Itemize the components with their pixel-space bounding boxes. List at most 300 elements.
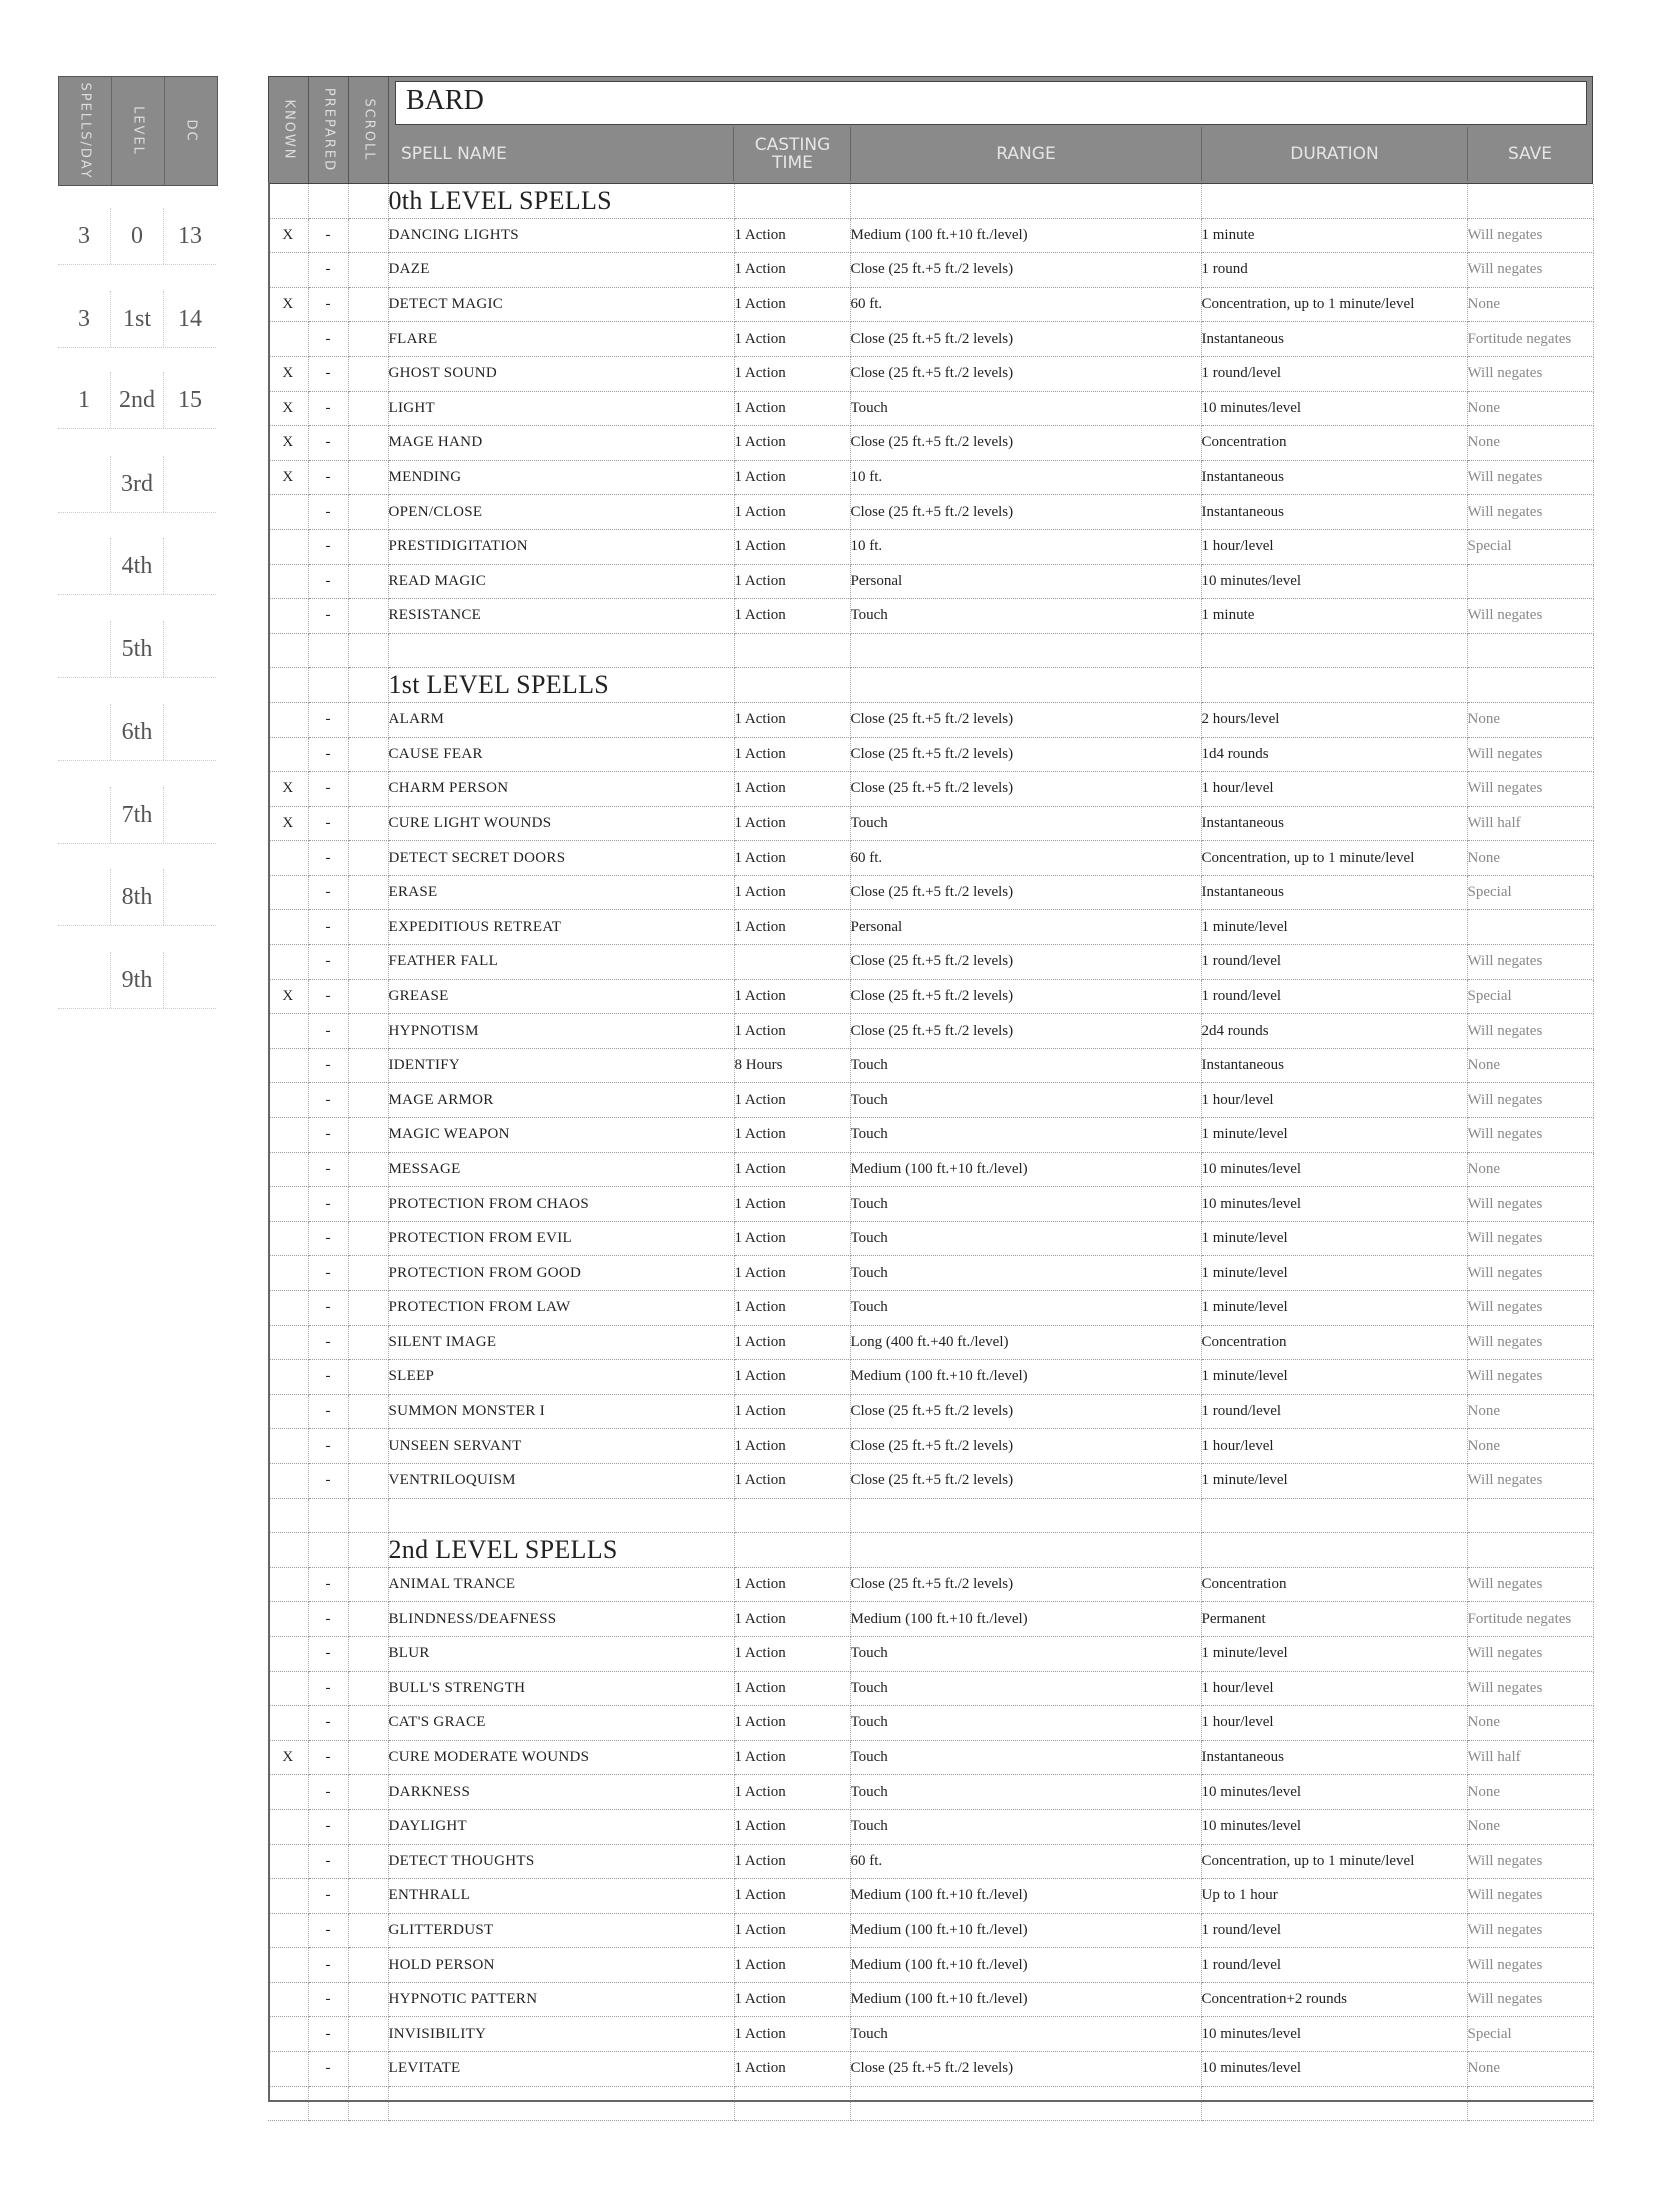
scroll-checkbox[interactable] bbox=[348, 426, 388, 461]
dc-value[interactable] bbox=[164, 869, 216, 925]
known-checkbox[interactable] bbox=[268, 1429, 308, 1464]
scroll-checkbox[interactable] bbox=[348, 1118, 388, 1153]
prepared-checkbox[interactable]: - bbox=[308, 1913, 348, 1948]
scroll-checkbox[interactable] bbox=[348, 564, 388, 599]
scroll-checkbox[interactable] bbox=[348, 2017, 388, 2052]
spell-range: Close (25 ft.+5 ft./2 levels) bbox=[850, 426, 1201, 461]
dc-value[interactable] bbox=[164, 538, 216, 594]
scroll-checkbox[interactable] bbox=[348, 1014, 388, 1049]
casting-time: 1 Action bbox=[734, 737, 850, 772]
spell-range: Touch bbox=[850, 1118, 1201, 1153]
spell-range: Close (25 ft.+5 ft./2 levels) bbox=[850, 945, 1201, 980]
prepared-checkbox[interactable]: - bbox=[308, 1325, 348, 1360]
dc-value[interactable] bbox=[164, 787, 216, 843]
casting-time: 1 Action bbox=[734, 287, 850, 322]
spells-per-day-value[interactable] bbox=[58, 704, 110, 760]
known-checkbox[interactable] bbox=[268, 737, 308, 772]
scroll-checkbox[interactable] bbox=[348, 1429, 388, 1464]
spell-duration: Concentration, up to 1 minute/level bbox=[1201, 1844, 1467, 1879]
casting-time: 1 Action bbox=[734, 1567, 850, 1602]
blank-cell bbox=[1467, 633, 1593, 668]
blank-cell bbox=[268, 633, 308, 668]
spell-save: None bbox=[1467, 426, 1593, 461]
known-checkbox[interactable] bbox=[268, 841, 308, 876]
blank-cell bbox=[388, 633, 734, 668]
scroll-checkbox[interactable] bbox=[348, 772, 388, 807]
prepared-checkbox[interactable]: - bbox=[308, 841, 348, 876]
spell-duration: 1 minute bbox=[1201, 599, 1467, 634]
spells-per-day-value[interactable] bbox=[58, 538, 110, 594]
spell-range: Touch bbox=[850, 391, 1201, 426]
spell-name: ERASE bbox=[388, 875, 734, 910]
casting-time: 1 Action bbox=[734, 910, 850, 945]
spell-range: Touch bbox=[850, 1256, 1201, 1291]
known-checkbox[interactable]: X bbox=[268, 218, 308, 253]
spell-save: Will negates bbox=[1467, 1360, 1593, 1395]
prepared-checkbox[interactable]: - bbox=[308, 1775, 348, 1810]
spell-row bbox=[268, 1913, 1593, 1948]
spells-per-day-value[interactable] bbox=[58, 787, 110, 843]
spell-name: SUMMON MONSTER I bbox=[388, 1394, 734, 1429]
spell-range: Medium (100 ft.+10 ft./level) bbox=[850, 218, 1201, 253]
known-checkbox[interactable]: X bbox=[268, 426, 308, 461]
blank-cell bbox=[268, 184, 308, 218]
spell-range: Touch bbox=[850, 1083, 1201, 1118]
casting-time: 1 Action bbox=[734, 253, 850, 288]
prepared-checkbox[interactable]: - bbox=[308, 910, 348, 945]
scroll-checkbox[interactable] bbox=[348, 702, 388, 737]
scroll-checkbox[interactable] bbox=[348, 1394, 388, 1429]
known-checkbox[interactable]: X bbox=[268, 1740, 308, 1775]
spell-save: None bbox=[1467, 287, 1593, 322]
prepared-checkbox[interactable]: - bbox=[308, 1394, 348, 1429]
scroll-checkbox[interactable] bbox=[348, 2052, 388, 2087]
blank-cell bbox=[850, 2086, 1201, 2121]
spell-range: 60 ft. bbox=[850, 841, 1201, 876]
spell-name: PROTECTION FROM GOOD bbox=[388, 1256, 734, 1291]
prepared-checkbox[interactable]: - bbox=[308, 702, 348, 737]
prepared-checkbox[interactable]: - bbox=[308, 1879, 348, 1914]
spell-range: Close (25 ft.+5 ft./2 levels) bbox=[850, 2052, 1201, 2087]
prepared-checkbox[interactable]: - bbox=[308, 495, 348, 530]
known-checkbox[interactable] bbox=[268, 945, 308, 980]
spell-save: Will negates bbox=[1467, 1118, 1593, 1153]
spell-name: LIGHT bbox=[388, 391, 734, 426]
spell-duration: Concentration+2 rounds bbox=[1201, 1982, 1467, 2017]
spell-name: PROTECTION FROM EVIL bbox=[388, 1221, 734, 1256]
scroll-checkbox[interactable] bbox=[348, 1152, 388, 1187]
known-checkbox[interactable] bbox=[268, 910, 308, 945]
spell-save: Will negates bbox=[1467, 1083, 1593, 1118]
scroll-checkbox[interactable] bbox=[348, 1844, 388, 1879]
prepared-checkbox[interactable]: - bbox=[308, 1083, 348, 1118]
prepared-checkbox[interactable]: - bbox=[308, 979, 348, 1014]
spell-row bbox=[268, 1463, 1593, 1498]
spell-range: Medium (100 ft.+10 ft./level) bbox=[850, 1879, 1201, 1914]
spells-per-day-value[interactable] bbox=[58, 869, 110, 925]
spell-name: SLEEP bbox=[388, 1360, 734, 1395]
known-checkbox[interactable] bbox=[268, 1948, 308, 1983]
prepared-checkbox[interactable]: - bbox=[308, 875, 348, 910]
spell-name: DETECT SECRET DOORS bbox=[388, 841, 734, 876]
prepared-checkbox[interactable]: - bbox=[308, 1014, 348, 1049]
spell-row bbox=[268, 1982, 1593, 2017]
prepared-checkbox[interactable]: - bbox=[308, 599, 348, 634]
prepared-checkbox[interactable]: - bbox=[308, 737, 348, 772]
known-checkbox[interactable] bbox=[268, 495, 308, 530]
spell-range: Close (25 ft.+5 ft./2 levels) bbox=[850, 702, 1201, 737]
scroll-checkbox[interactable] bbox=[348, 875, 388, 910]
spell-range: Touch bbox=[850, 599, 1201, 634]
spell-save: Will negates bbox=[1467, 1187, 1593, 1222]
class-title-box[interactable] bbox=[395, 81, 1587, 125]
prepared-checkbox[interactable]: - bbox=[308, 1636, 348, 1671]
blank-cell bbox=[1467, 1498, 1593, 1533]
scroll-checkbox[interactable] bbox=[348, 1360, 388, 1395]
spell-save: None bbox=[1467, 1048, 1593, 1083]
spell-duration: 1 minute/level bbox=[1201, 1291, 1467, 1326]
scroll-checkbox[interactable] bbox=[348, 1325, 388, 1360]
spell-row bbox=[268, 426, 1593, 461]
known-checkbox[interactable]: X bbox=[268, 460, 308, 495]
scroll-checkbox[interactable] bbox=[348, 1463, 388, 1498]
casting-time: 1 Action bbox=[734, 2017, 850, 2052]
spell-name: GLITTERDUST bbox=[388, 1913, 734, 1948]
level-row bbox=[58, 952, 216, 1009]
prepared-checkbox[interactable]: - bbox=[308, 1844, 348, 1879]
spell-duration: Concentration bbox=[1201, 426, 1467, 461]
known-checkbox[interactable]: X bbox=[268, 772, 308, 807]
spell-row bbox=[268, 1671, 1593, 1706]
spells-per-day-value[interactable] bbox=[58, 456, 110, 512]
known-checkbox[interactable] bbox=[268, 1636, 308, 1671]
dc-value[interactable] bbox=[164, 621, 216, 677]
spell-row bbox=[268, 1394, 1593, 1429]
scroll-checkbox[interactable] bbox=[348, 322, 388, 357]
casting-time: 1 Action bbox=[734, 875, 850, 910]
prepared-checkbox[interactable]: - bbox=[308, 1602, 348, 1637]
spell-range: Close (25 ft.+5 ft./2 levels) bbox=[850, 772, 1201, 807]
prepared-checkbox[interactable]: - bbox=[308, 945, 348, 980]
spell-name: GHOST SOUND bbox=[388, 356, 734, 391]
level-value: 7th bbox=[110, 787, 164, 843]
known-checkbox[interactable] bbox=[268, 1187, 308, 1222]
known-checkbox[interactable] bbox=[268, 1463, 308, 1498]
known-checkbox[interactable] bbox=[268, 322, 308, 357]
level-row bbox=[58, 456, 216, 513]
spell-duration: 1 minute bbox=[1201, 218, 1467, 253]
prepared-checkbox[interactable]: - bbox=[308, 1360, 348, 1395]
known-checkbox[interactable] bbox=[268, 1118, 308, 1153]
prepared-checkbox[interactable]: - bbox=[308, 564, 348, 599]
spell-name: BLINDNESS/DEAFNESS bbox=[388, 1602, 734, 1637]
scroll-checkbox[interactable] bbox=[348, 979, 388, 1014]
spell-duration: 10 minutes/level bbox=[1201, 1152, 1467, 1187]
known-checkbox[interactable] bbox=[268, 2052, 308, 2087]
prepared-checkbox[interactable]: - bbox=[308, 1118, 348, 1153]
known-checkbox[interactable] bbox=[268, 1291, 308, 1326]
prepared-checkbox[interactable]: - bbox=[308, 1048, 348, 1083]
dc-value[interactable]: 15 bbox=[178, 387, 202, 413]
spell-row bbox=[268, 356, 1593, 391]
spell-name: GREASE bbox=[388, 979, 734, 1014]
prepared-checkbox[interactable]: - bbox=[308, 1982, 348, 2017]
known-checkbox[interactable] bbox=[268, 1048, 308, 1083]
spell-name: HOLD PERSON bbox=[388, 1948, 734, 1983]
spell-save: None bbox=[1467, 1809, 1593, 1844]
casting-time: 1 Action bbox=[734, 599, 850, 634]
prepared-checkbox[interactable]: - bbox=[308, 322, 348, 357]
known-checkbox[interactable] bbox=[268, 1602, 308, 1637]
spell-range: Touch bbox=[850, 1221, 1201, 1256]
scroll-checkbox[interactable] bbox=[348, 1775, 388, 1810]
spell-range: 10 ft. bbox=[850, 529, 1201, 564]
prepared-checkbox[interactable]: - bbox=[308, 1429, 348, 1464]
known-checkbox[interactable] bbox=[268, 1809, 308, 1844]
scroll-checkbox[interactable] bbox=[348, 529, 388, 564]
scroll-checkbox[interactable] bbox=[348, 253, 388, 288]
known-checkbox[interactable]: X bbox=[268, 391, 308, 426]
blank-cell bbox=[850, 1498, 1201, 1533]
known-checkbox[interactable] bbox=[268, 1671, 308, 1706]
spell-save: Will negates bbox=[1467, 1671, 1593, 1706]
prepared-checkbox[interactable]: - bbox=[308, 1256, 348, 1291]
spell-row bbox=[268, 1844, 1593, 1879]
known-checkbox[interactable] bbox=[268, 1221, 308, 1256]
scroll-checkbox[interactable] bbox=[348, 806, 388, 841]
known-checkbox[interactable] bbox=[268, 1879, 308, 1914]
casting-time: 1 Action bbox=[734, 322, 850, 357]
blank-cell bbox=[1201, 668, 1467, 703]
known-checkbox[interactable] bbox=[268, 1394, 308, 1429]
known-checkbox[interactable] bbox=[268, 1844, 308, 1879]
prepared-checkbox[interactable]: - bbox=[308, 391, 348, 426]
scroll-checkbox[interactable] bbox=[348, 1982, 388, 2017]
known-checkbox[interactable]: X bbox=[268, 287, 308, 322]
scroll-checkbox[interactable] bbox=[348, 1187, 388, 1222]
known-checkbox[interactable] bbox=[268, 599, 308, 634]
scroll-checkbox[interactable] bbox=[348, 356, 388, 391]
scroll-col-header bbox=[349, 77, 389, 183]
blank-cell bbox=[308, 668, 348, 703]
range-header: RANGE bbox=[851, 127, 1202, 181]
spell-name: HYPNOTISM bbox=[388, 1014, 734, 1049]
spell-row bbox=[268, 460, 1593, 495]
casting-time: 1 Action bbox=[734, 218, 850, 253]
level-value: 4th bbox=[110, 538, 164, 594]
prepared-checkbox[interactable]: - bbox=[308, 287, 348, 322]
spells-per-day-value[interactable]: 3 bbox=[78, 223, 90, 249]
casting-time: 1 Action bbox=[734, 1636, 850, 1671]
prepared-checkbox[interactable]: - bbox=[308, 1706, 348, 1741]
dc-value[interactable]: 13 bbox=[178, 223, 202, 249]
scroll-checkbox[interactable] bbox=[348, 1636, 388, 1671]
spell-name: VENTRILOQUISM bbox=[388, 1463, 734, 1498]
spell-range: Personal bbox=[850, 910, 1201, 945]
spell-name: LEVITATE bbox=[388, 2052, 734, 2087]
known-checkbox[interactable] bbox=[268, 1706, 308, 1741]
spell-range: Touch bbox=[850, 1187, 1201, 1222]
spell-duration: 10 minutes/level bbox=[1201, 1187, 1467, 1222]
scroll-checkbox[interactable] bbox=[348, 1083, 388, 1118]
scroll-checkbox[interactable] bbox=[348, 1567, 388, 1602]
spell-duration: Concentration, up to 1 minute/level bbox=[1201, 841, 1467, 876]
spell-save: None bbox=[1467, 841, 1593, 876]
spell-row bbox=[268, 875, 1593, 910]
spell-save: Will negates bbox=[1467, 1291, 1593, 1326]
dc-value[interactable] bbox=[164, 704, 216, 760]
prepared-checkbox[interactable]: - bbox=[308, 1291, 348, 1326]
spell-row bbox=[268, 702, 1593, 737]
spell-name: DAYLIGHT bbox=[388, 1809, 734, 1844]
spell-duration: 10 minutes/level bbox=[1201, 1775, 1467, 1810]
casting-time: 1 Action bbox=[734, 1360, 850, 1395]
spell-name: CAT'S GRACE bbox=[388, 1706, 734, 1741]
spell-name: ENTHRALL bbox=[388, 1879, 734, 1914]
scroll-checkbox[interactable] bbox=[348, 1740, 388, 1775]
spell-range: Close (25 ft.+5 ft./2 levels) bbox=[850, 875, 1201, 910]
scroll-checkbox[interactable] bbox=[348, 945, 388, 980]
prepared-checkbox[interactable]: - bbox=[308, 426, 348, 461]
known-checkbox[interactable] bbox=[268, 702, 308, 737]
prepared-checkbox[interactable]: - bbox=[308, 806, 348, 841]
spell-row bbox=[268, 1221, 1593, 1256]
scroll-checkbox[interactable] bbox=[348, 1048, 388, 1083]
scroll-checkbox[interactable] bbox=[348, 599, 388, 634]
prepared-checkbox[interactable]: - bbox=[308, 356, 348, 391]
prepared-checkbox[interactable]: - bbox=[308, 2017, 348, 2052]
spell-duration: 1 minute/level bbox=[1201, 1463, 1467, 1498]
scroll-checkbox[interactable] bbox=[348, 737, 388, 772]
prepared-checkbox[interactable]: - bbox=[308, 1567, 348, 1602]
spell-save: Will negates bbox=[1467, 253, 1593, 288]
dc-value[interactable] bbox=[164, 952, 216, 1008]
casting-time: 1 Action bbox=[734, 1740, 850, 1775]
known-checkbox[interactable] bbox=[268, 1014, 308, 1049]
spell-save: Will negates bbox=[1467, 356, 1593, 391]
spell-row bbox=[268, 1360, 1593, 1395]
known-checkbox[interactable] bbox=[268, 1360, 308, 1395]
casting-time: 1 Action bbox=[734, 356, 850, 391]
known-checkbox[interactable]: X bbox=[268, 356, 308, 391]
scroll-checkbox[interactable] bbox=[348, 460, 388, 495]
known-checkbox[interactable] bbox=[268, 2017, 308, 2052]
spell-row bbox=[268, 1567, 1593, 1602]
scroll-checkbox[interactable] bbox=[348, 218, 388, 253]
spell-name: INVISIBILITY bbox=[388, 2017, 734, 2052]
known-checkbox[interactable] bbox=[268, 1325, 308, 1360]
known-checkbox[interactable] bbox=[268, 253, 308, 288]
spell-save: Will negates bbox=[1467, 599, 1593, 634]
spell-save: None bbox=[1467, 2052, 1593, 2087]
scroll-checkbox[interactable] bbox=[348, 1671, 388, 1706]
scroll-checkbox[interactable] bbox=[348, 391, 388, 426]
casting-time: 1 Action bbox=[734, 1913, 850, 1948]
known-checkbox[interactable] bbox=[268, 1256, 308, 1291]
prepared-checkbox[interactable]: - bbox=[308, 1221, 348, 1256]
spell-row bbox=[268, 1602, 1593, 1637]
scroll-checkbox[interactable] bbox=[348, 1706, 388, 1741]
known-checkbox[interactable] bbox=[268, 564, 308, 599]
dc-value[interactable]: 14 bbox=[178, 306, 202, 332]
scroll-checkbox[interactable] bbox=[348, 495, 388, 530]
prepared-checkbox[interactable]: - bbox=[308, 1671, 348, 1706]
prepared-checkbox[interactable]: - bbox=[308, 460, 348, 495]
spell-save: Will negates bbox=[1467, 772, 1593, 807]
scroll-checkbox[interactable] bbox=[348, 841, 388, 876]
known-checkbox[interactable] bbox=[268, 1083, 308, 1118]
known-checkbox[interactable]: X bbox=[268, 806, 308, 841]
spell-name: READ MAGIC bbox=[388, 564, 734, 599]
prepared-checkbox[interactable]: - bbox=[308, 529, 348, 564]
scroll-checkbox[interactable] bbox=[348, 287, 388, 322]
spells-per-day-value[interactable]: 1 bbox=[78, 387, 90, 413]
prepared-checkbox[interactable]: - bbox=[308, 1152, 348, 1187]
known-checkbox[interactable] bbox=[268, 1982, 308, 2017]
known-checkbox[interactable]: X bbox=[268, 979, 308, 1014]
spells-per-day-value[interactable] bbox=[58, 621, 110, 677]
prepared-checkbox[interactable]: - bbox=[308, 253, 348, 288]
spell-row bbox=[268, 1809, 1593, 1844]
prepared-checkbox[interactable]: - bbox=[308, 1463, 348, 1498]
scroll-checkbox[interactable] bbox=[348, 1809, 388, 1844]
spell-name: BULL'S STRENGTH bbox=[388, 1671, 734, 1706]
blank-cell bbox=[348, 1498, 388, 1533]
prepared-col-header bbox=[309, 77, 349, 183]
spell-name: OPEN/CLOSE bbox=[388, 495, 734, 530]
prepared-checkbox[interactable]: - bbox=[308, 1187, 348, 1222]
spell-name: ANIMAL TRANCE bbox=[388, 1567, 734, 1602]
spells-per-day-value[interactable] bbox=[58, 952, 110, 1008]
spell-range: Touch bbox=[850, 1671, 1201, 1706]
prepared-checkbox[interactable]: - bbox=[308, 2052, 348, 2087]
left-panel-header bbox=[58, 76, 218, 186]
spell-row bbox=[268, 287, 1593, 322]
spell-row bbox=[268, 1775, 1593, 1810]
blank-cell bbox=[1201, 184, 1467, 218]
known-checkbox[interactable] bbox=[268, 529, 308, 564]
scroll-checkbox[interactable] bbox=[348, 1291, 388, 1326]
scroll-checkbox[interactable] bbox=[348, 1602, 388, 1637]
spell-duration: 1 hour/level bbox=[1201, 529, 1467, 564]
known-checkbox[interactable] bbox=[268, 1152, 308, 1187]
class-title: BARD bbox=[406, 85, 484, 116]
scroll-checkbox[interactable] bbox=[348, 1948, 388, 1983]
spell-name-header: SPELL NAME bbox=[389, 127, 734, 181]
prepared-checkbox[interactable]: - bbox=[308, 218, 348, 253]
spell-range: 60 ft. bbox=[850, 287, 1201, 322]
known-checkbox[interactable] bbox=[268, 1567, 308, 1602]
prepared-checkbox[interactable]: - bbox=[308, 1948, 348, 1983]
scroll-checkbox[interactable] bbox=[348, 1221, 388, 1256]
scroll-checkbox[interactable] bbox=[348, 910, 388, 945]
scroll-checkbox[interactable] bbox=[348, 1913, 388, 1948]
known-checkbox[interactable] bbox=[268, 1775, 308, 1810]
spell-duration: Instantaneous bbox=[1201, 460, 1467, 495]
dc-value[interactable] bbox=[164, 456, 216, 512]
prepared-checkbox[interactable]: - bbox=[308, 1740, 348, 1775]
spell-save: Special bbox=[1467, 2017, 1593, 2052]
known-checkbox[interactable] bbox=[268, 875, 308, 910]
known-checkbox[interactable] bbox=[268, 1913, 308, 1948]
scroll-checkbox[interactable] bbox=[348, 1256, 388, 1291]
spells-per-day-value[interactable]: 3 bbox=[78, 306, 90, 332]
prepared-checkbox[interactable]: - bbox=[308, 772, 348, 807]
prepared-checkbox[interactable]: - bbox=[308, 1809, 348, 1844]
scroll-checkbox[interactable] bbox=[348, 1879, 388, 1914]
casting-time: 1 Action bbox=[734, 1844, 850, 1879]
scroll-label: SCROLL bbox=[361, 98, 376, 162]
